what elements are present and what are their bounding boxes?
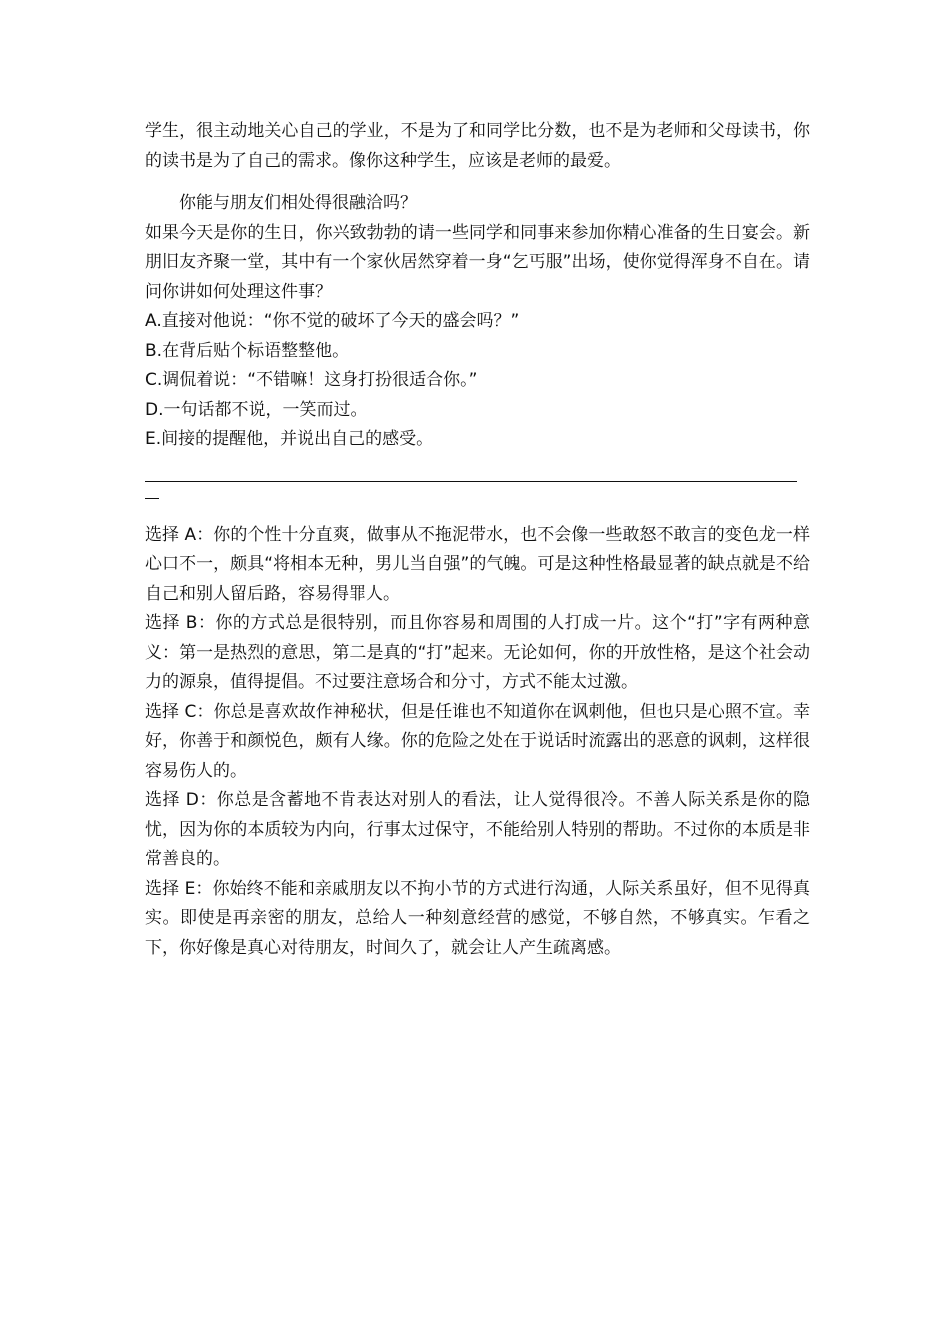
result-c: 选择 C：你总是喜欢故作神秘状，但是任谁也不知道你在讽刺他，但也只是心照不宣。幸好，你善于和颜悦色，颇有人缘。你的危险之处在于说话时流露出的恶意的讽刺，这样很容易伤人的。 — [145, 701, 810, 781]
question-title: 你能与朋友们相处得很融洽吗？ — [179, 193, 417, 213]
divider-rule — [145, 481, 797, 482]
intro-paragraph: 学生，很主动地关心自己的学业，不是为了和同学比分数，也不是为老师和父母读书，你的读书是为了自己的需求。像你这种学生，应该是老师的最爱。 — [145, 121, 810, 171]
document-page — [145, 117, 810, 963]
result-a: 选择 A：你的个性十分直爽，做事从不拖泥带水，也不会像一些敢怒不敢言的变色龙一样心口不一，颇具“将相本无种，男儿当自强”的气魄。可是这种性格最显著的缺点就是不给自己和别人留后路，容易得罪人。 — [145, 524, 810, 604]
divider-line-tail — [145, 488, 810, 517]
divider-line — [145, 459, 810, 488]
options-list — [145, 307, 810, 455]
option-d: D.一句话都不说，一笑而过。 — [145, 399, 368, 420]
option-e: E.间接的提醒他，并说出自己的感受。 — [145, 429, 434, 449]
result-d: 选择 D：你总是含蓄地不肯表达对别人的看法，让人觉得很冷。不善人际关系是你的隐忧，因为你的本质较为内向，行事太过保守，不能给别人特别的帮助。不过你的本质是非常善良的。 — [145, 790, 810, 869]
option-b: B.在背后贴个标语整整他。 — [145, 340, 350, 361]
scenario-paragraph: 如果今天是你的生日，你兴致勃勃的请一些同学和同事来参加你精心准备的生日宴会。新朋旧友齐聚一堂，其中有一个家伙居然穿着一身“乞丐服”出场，使你觉得浑身不自在。请问你讲如何处理这件事？ — [145, 222, 810, 302]
option-c: C.调侃着说：“不错嘛！这身打扮很适合你。” — [145, 370, 478, 390]
results-list — [145, 521, 810, 964]
result-b: 选择 B：你的方式总是很特别，而且你容易和周围的人打成一片。这个“打”字有两种意义：第一是热烈的意思，第二是真的“打”起来。无论如何，你的开放性格，是这个社会动力的源泉，值得提倡。不过要注意场合和分寸，方式不能太过激。 — [145, 613, 810, 692]
divider-rule-tail — [145, 498, 159, 499]
result-e: 选择 E：你始终不能和亲戚朋友以不拘小节的方式进行沟通，人际关系虽好，但不见得真实。即使是再亲密的朋友，总给人一种刻意经营的感觉，不够自然，不够真实。乍看之下，你好像是真心对待朋友，时间久了，就会让人产生疏离感。 — [145, 878, 810, 958]
option-a: A.直接对他说：“你不觉的破坏了今天的盛会吗？” — [145, 311, 520, 331]
